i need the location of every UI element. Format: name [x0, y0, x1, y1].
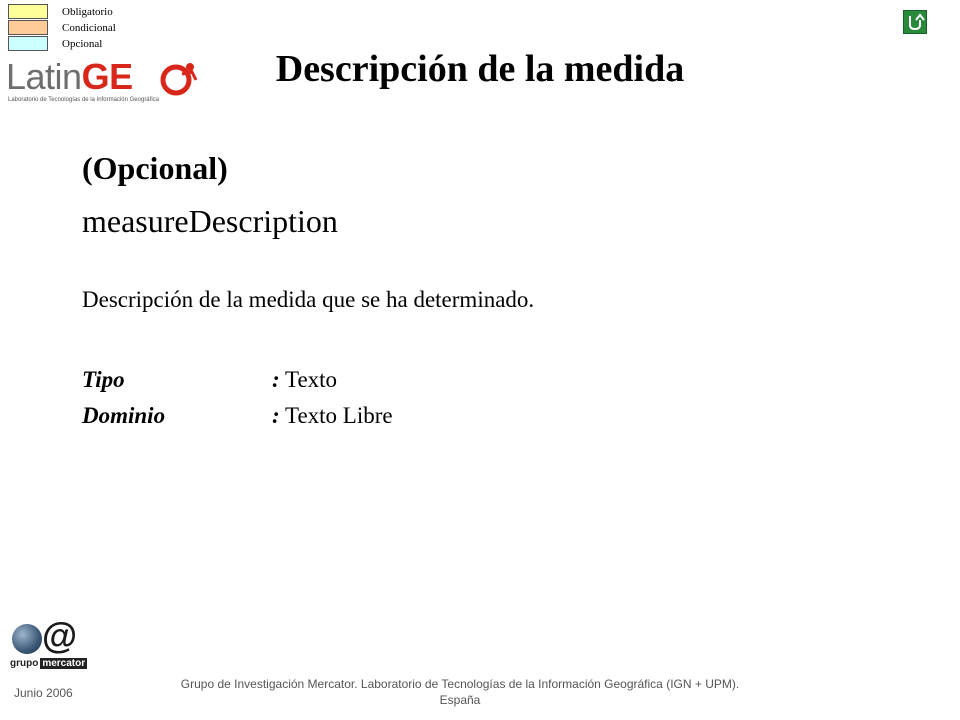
globe-icon: [12, 624, 42, 654]
logo-subtitle: Laboratorio de Tecnologías de la Información Geográfica: [8, 97, 159, 103]
obligation-label: (Opcional): [82, 150, 228, 186]
grupo-mercator-logo: [8, 615, 98, 678]
legend-swatch-obligatorio: [8, 4, 48, 19]
element-name: measureDescription: [82, 203, 338, 239]
property-value-tipo: [272, 364, 337, 396]
property-value-dominio: [272, 400, 393, 432]
property-separator: :: [272, 367, 280, 392]
property-value-text: Texto Libre: [285, 403, 393, 428]
legend-label: Condicional: [62, 22, 116, 34]
footer-date: Junio 2006: [14, 686, 73, 700]
brand-text: [10, 658, 87, 669]
return-arrow-icon[interactable]: [903, 10, 927, 34]
footer-credits: [150, 676, 770, 708]
logo-latin-text: Latin: [6, 56, 82, 97]
legend-label: Obligatorio: [62, 6, 113, 18]
page-title: Descripción de la medida: [275, 48, 685, 90]
property-label-tipo: Tipo: [82, 367, 125, 392]
return-arrow-glyph: [904, 11, 926, 33]
footer-line-1: Grupo de Investigación Mercator. Laboratorio de Tecnologías de la Información Geográfica (IGN + UPM).: [180, 677, 740, 691]
property-label-dominio: Dominio: [82, 403, 166, 428]
legend-label: Opcional: [62, 38, 103, 50]
property-value-text: Texto: [285, 367, 338, 392]
element-description: Descripción de la medida que se ha determinado.: [82, 287, 535, 312]
legend-swatch-condicional: [8, 20, 48, 35]
brand-mercator: mercator: [42, 658, 86, 669]
brand-grupo: grupo: [10, 658, 39, 669]
footer-line-2: España: [439, 693, 481, 707]
property-separator: :: [272, 403, 280, 428]
at-sign-icon: @: [42, 615, 78, 656]
logo-geo-text: GE: [81, 56, 133, 97]
